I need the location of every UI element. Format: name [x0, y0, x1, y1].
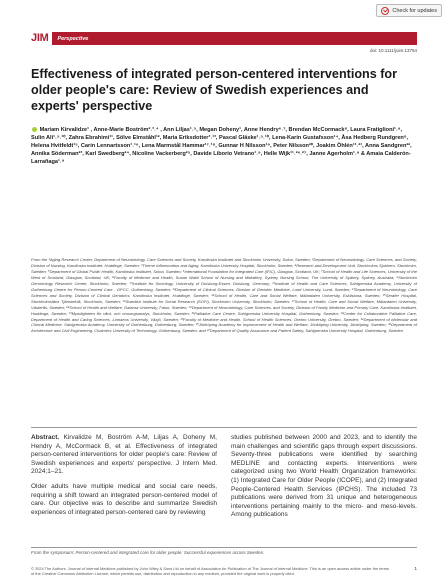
doi[interactable]: doi: 10.1111/joim.13794: [369, 48, 417, 53]
abstract-paragraph: Older adults have multiple medical and social care needs, requiring a shift toward an integrated person-centered model of care. Our objective was to describe and summarize Swedish experiences of integrated person-centered care by reviewing: [31, 482, 217, 516]
section-label: Perspective: [52, 32, 417, 45]
abstract-left-column: [31, 434, 217, 523]
divider: [31, 547, 417, 548]
journal-logo: JIM: [31, 32, 52, 45]
divider: [31, 427, 417, 428]
symposium-note: From the symposium: Person-centered and integrated care for older people: Successful experiences across Sweden.: [31, 550, 265, 555]
abstract-label: Abstract.: [31, 434, 60, 441]
abstract-right-column: studies published between 2000 and 2023, and to identify the main challenges and scientific gaps through expert discussions. Seventy-three publications were identified by searching MEDLINE and contacting experts. Interventions were categorized using two World Health Organization frameworks: (1) Integrated Care for Older People (ICOPE), and (2) Integrated People-Centered Health Services (IPCHS). The included 73 publications were derived from 31 unique and heterogeneous interventions pertaining mainly to the micro- and meso-levels. Among publications: [231, 434, 417, 519]
page-number: 1: [414, 566, 417, 571]
article-title: Effectiveness of integrated person-centered interventions for older people's care: Review of Swedish experiences and experts' perspective: [31, 67, 397, 113]
author-list: [31, 127, 417, 167]
journal-header: [31, 32, 417, 45]
check-for-updates-button[interactable]: [376, 4, 442, 17]
check-circle-icon: [381, 7, 389, 15]
authors-text: Mariam Kirvalidze¹ , Anne-Marie Boström²˒³˒⁴ , Ann Liljas¹˒⁵, Megan Doheny¹, Anne Hendry⁶˒⁷, Brendan McCormack⁸, Laura Fratiglioni¹˒⁹, Sulin Ali¹˒⁵˒¹⁰, Zahra Ebrahimi¹¹, Sölve Elmståhl¹², Maria Eriksdotter³˒¹³, Pascal Gläske¹˒⁵˒¹⁰, Lena-Karin Gustafsson¹⁴, Åsa Hedberg Rundgren⁸, Helena Hvitfeldt¹⁵, Carin Lennartsson¹˒¹⁶, Lena Marmstål Hammar¹⁷˒¹⁸, Gunnar H Nilsson¹⁹, Peter Nilsson²⁰, Joakim Öhlén¹¹˒²¹, Anna Sandgren²², Annika Söderman²³, Karl Swedberg²⁴, Nicoline Vackerberg²⁵, Davide Liborio Vetrano¹˒⁹, Helle Wijk¹¹˒²⁶˒²⁷, Janne Agerholm¹˒⁹ & Amaia Calderón-Larrañaga¹˒⁹: [31, 127, 412, 165]
check-for-updates-label: Check for updates: [392, 7, 437, 14]
abstract-citation: Kirvalidze M, Boström A-M, Liljas A, Doheny M, Hendry A, McCormack B, et al. Effectiveness of integrated person-centered interventions for older people's care: Review of Swedish experiences and experts' perspective. J Intern Med. 2024;1–21.: [31, 434, 217, 476]
copyright-notice: © 2024 The Authors. Journal of Internal Medicine published by John Wiley & Sons Ltd on behalf of Association for Publication of The Journal of Internal Medicine. This is an open access article under the terms of the Creative Commons Attribution License, which permits use, distribution and reproduction in any medium, provided the original work is properly cited.: [31, 566, 389, 577]
affiliations: From the ¹Aging Research Center, Department of Neurobiology, Care Sciences and Society, Karolinska Institutet and Stockholm University, Solna, Sweden; ²Department of Neurobiology, Care Sciences, and Society, Division of Nursing, Karolinska Institutet, Huddinge, Sweden; ³Theme Inflammation and Aging, Karolinska University Hospital, Stockholm, Sweden; ⁴Research and Development Unit, Stockholms Sjukhem, Stockholm, Sweden; ⁵Department of Global Public Health, Karolinska Institutet, Solna, Sweden; ⁶International Foundation for Integrated Care (IFIC), Glasgow, Scotland, UK; ⁷School of Health and Life Sciences, University of the West of Scotland, Glasgow, Scotland, UK; ⁸Faculty of Medicine and Health, Susan Wakil School of Nursing and Midwifery, Sydney Nursing School, The University of Sydney, Sydney, Australia; ⁹Stockholm Gerontology Research Center, Stockholm, Sweden; ¹⁰Institute for Sociology, University of Duisburg-Essen, Duisburg, Germany; ¹¹Institute of Health and Care Sciences, Sahlgrenska Academy, University of Gothenburg Centre for Person-Centred Care - GPCC, Gothenburg, Sweden; ¹²Department of Clinical Sciences, Division of Geriatric Medicine, Lund University, Lund, Sweden; ¹³Department of Neurobiology, Care Sciences and Society, Division of Clinical Geriatrics, Karolinska Institutet, Huddinge, Sweden; ¹⁴School of Health, Care and Social Welfare, Mälardalen University, Eskilstuna, Sweden; ¹⁵Sérafer Hospital, Stockholmsläns Tjänstefolk, Stockholm, Sweden; ¹⁶Swedish Institute for Social Research (SOFI), Stockholm University, Stockholm, Sweden; ¹⁷School of Health, Care and Social Welfare, Mälardalen University, Västerås, Sweden; ¹⁸School of Health and Welfare, Dalarna University, Falun, Sweden; ¹⁹Department of Neurobiology, Care Sciences, and Society, Division of Family Medicine and Primary Care, Karolinska Institutet, Huddinge, Sweden; ²⁰Myndigheten för vård- och omsorgsanalys, Stockholm, Sweden; ²¹Palliative Care Centre, Sahlgrenska University Hospital, Gothenburg, Sweden; ²²Center for Collaborative Palliative Care, Department of Health and Caring Sciences, Linnaeus University, Växjö, Sweden; ²³Faculty of Medicine and Health, School of Health Sciences, Örebro University, Örebro, Sweden; ²⁴Department of Molecular and Clinical Medicine, Sahlgrenska Academy, University of Gothenburg, Gothenburg, Sweden; ²⁵Jönköping Academy for Improvement of Health and Welfare, Jönköping University, Jönköping, Sweden; ²⁶Department of Architecture and Civil Engineering, Chalmers University of Technology, Gothenburg, Sweden; and ²⁷Department of Quality Assurance and Patient Safety, Sahlgrenska University Hospital, Gothenburg, Sweden: [31, 257, 418, 334]
abstract-citation-paragraph: [31, 434, 217, 477]
orcid-icon[interactable]: [32, 127, 37, 132]
